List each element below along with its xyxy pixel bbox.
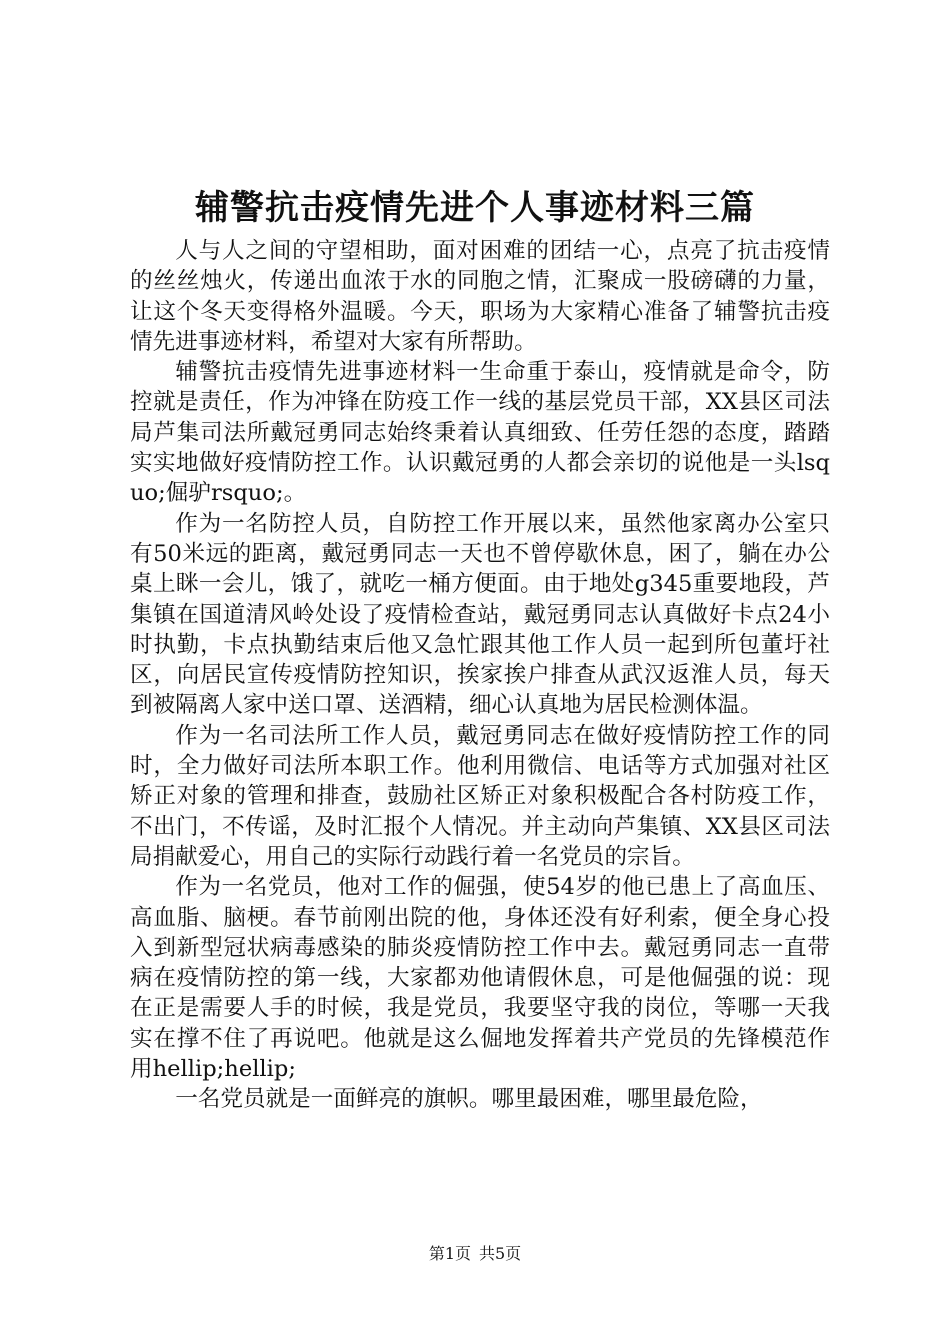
paragraph-intro: 人与人之间的守望相助，面对困难的团结一心，点亮了抗击疫情的丝丝烛火，传递出血浓于水的同胞之情，汇聚成一股磅礴的力量，让这个冬天变得格外温暖。今天，职场为大家精心准备了辅警抗击疫情先进事迹材料，希望对大家有所帮助。 <box>130 238 830 355</box>
page-number: 第1页 <box>428 1244 471 1263</box>
paragraph-flag: 一名党员就是一面鲜亮的旗帜。哪里最困难，哪里最危险， <box>175 1086 763 1113</box>
document-title: 辅警抗击疫情先进个人事迹材料三篇 <box>195 188 755 228</box>
document-body <box>130 236 830 1115</box>
paragraph-material-one: 辅警抗击疫情先进事迹材料一生命重于泰山，疫情就是命令，防控就是责任，作为冲锋在防疫工作一线的基层党员干部，XX县区司法局芦集司法所戴冠勇同志始终秉着认真细致、任劳任怨的态度，踏踏实实地做好疫情防控工作。认识戴冠勇的人都会亲切的说他是一头lsquo;倔驴rsquo;。 <box>130 359 830 507</box>
paragraph-judicial-staff: 作为一名司法所工作人员，戴冠勇同志在做好疫情防控工作的同时，全力做好司法所本职工作。他利用微信、电话等方式加强对社区矫正对象的管理和排查，鼓励社区矫正对象积极配合各村防疫工作，不出门，不传谣，及时汇报个人情况。并主动向芦集镇、XX县区司法局捐献爱心，用自己的实际行动践行着一名党员的宗旨。 <box>130 722 830 870</box>
page-total: 共5页 <box>479 1244 522 1263</box>
paragraph-party-member: 作为一名党员，他对工作的倔强，使54岁的他已患上了高血压、高血脂、脑梗。春节前刚出院的他，身体还没有好利索，便全身心投入到新型冠状病毒感染的肺炎疫情防控工作中去。戴冠勇同志一直带病在疫情防控的第一线，大家都劝他请假休息，可是他倔强的说：现在正是需要人手的时候，我是党员，我要坚守我的岗位，等哪一天我实在撑不住了再说吧。他就是这么倔地发挥着共产党员的先锋模范作用hellip;hellip; <box>130 874 830 1083</box>
page-footer <box>0 1243 950 1265</box>
paragraph-prevention-staff: 作为一名防控人员，自防控工作开展以来，虽然他家离办公室只有50米远的距离，戴冠勇同志一天也不曾停歇休息，困了，躺在办公桌上眯一会儿，饿了，就吃一桶方便面。由于地处g345重要地段，芦集镇在国道清风岭处设了疫情检查站，戴冠勇同志认真做好卡点24小时执勤，卡点执勤结束后他又急忙跟其他工作人员一起到所包董圩社区，向居民宣传疫情防控知识，挨家挨户排查从武汉返淮人员，每天到被隔离人家中送口罩、送酒精，细心认真地为居民检测体温。 <box>130 510 830 719</box>
